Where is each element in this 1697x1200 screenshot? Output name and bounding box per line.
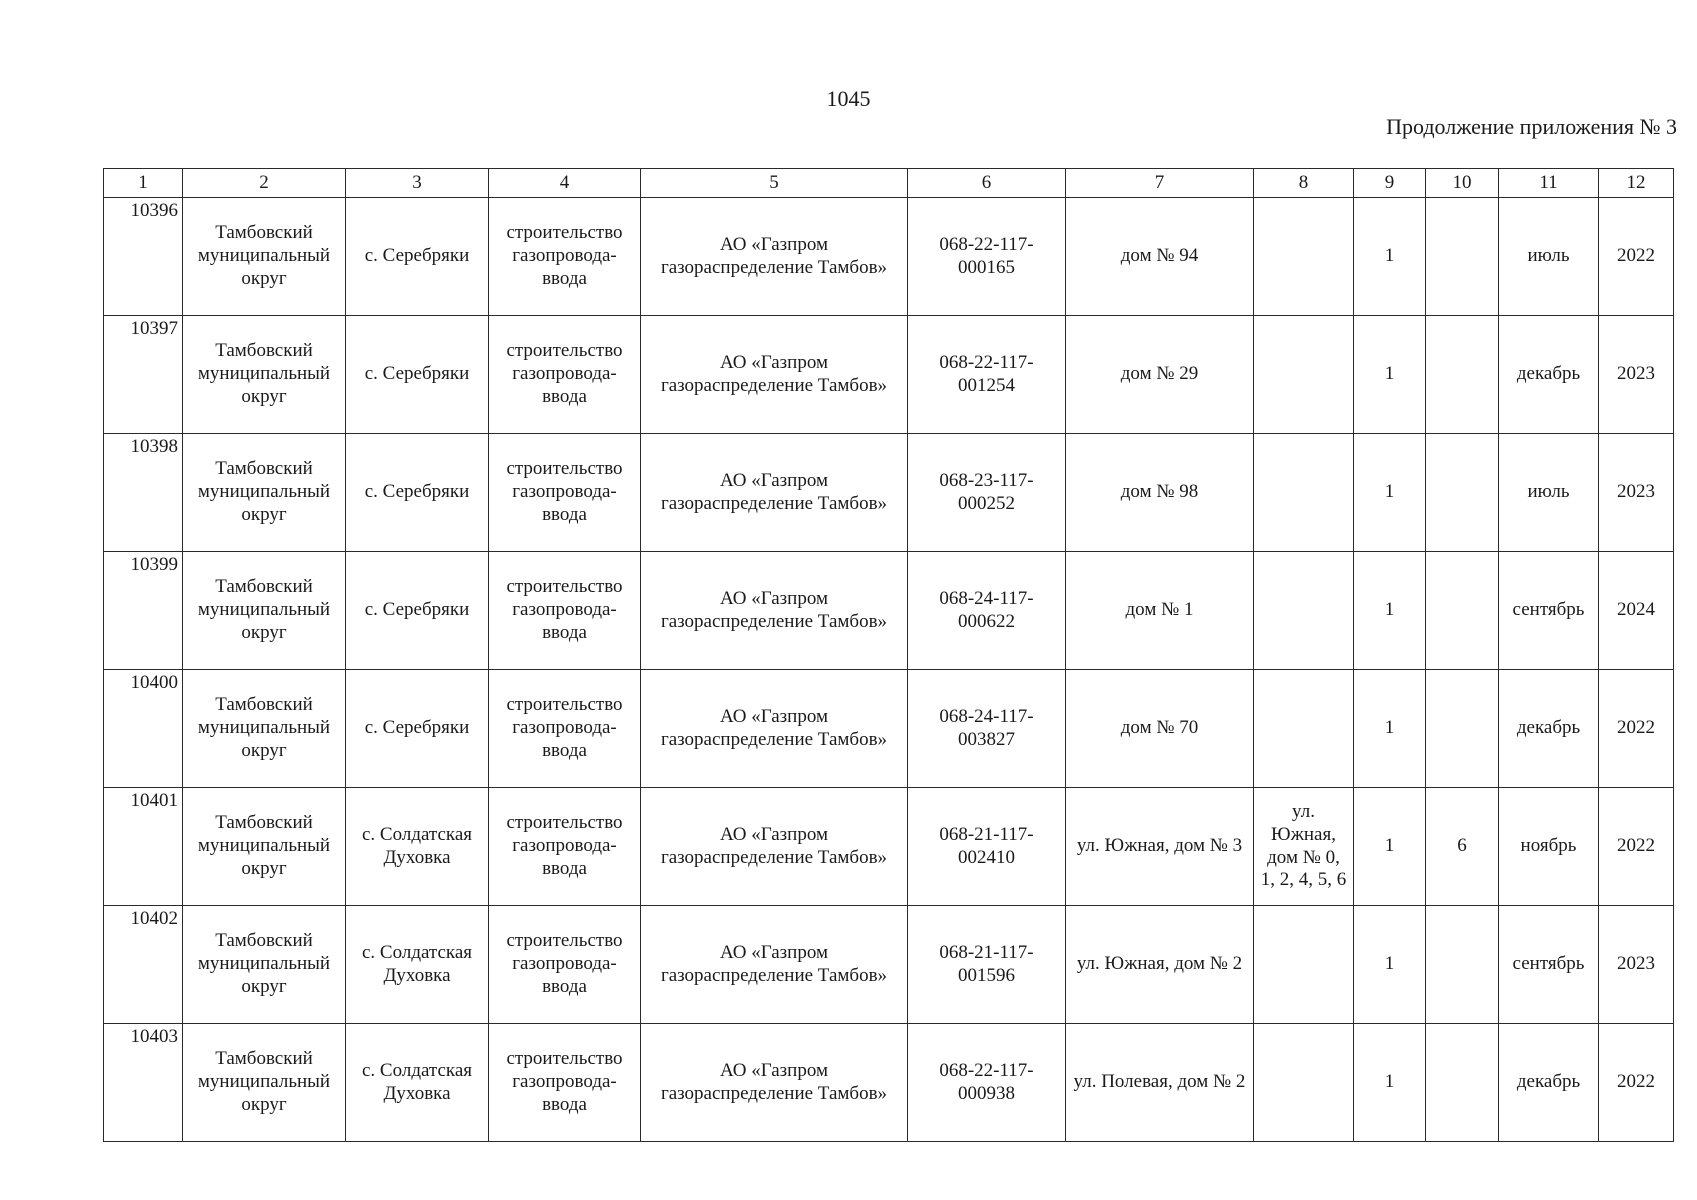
code-cell: 068-21-117-002410 xyxy=(908,788,1066,906)
header-row xyxy=(104,169,1674,198)
month-cell: июль xyxy=(1499,198,1599,316)
row-number: 10398 xyxy=(104,434,183,552)
col10-cell xyxy=(1426,198,1499,316)
code-cell: 068-22-117-000165 xyxy=(908,198,1066,316)
code-cell: 068-23-117-000252 xyxy=(908,434,1066,552)
column-header: 8 xyxy=(1254,169,1354,198)
settlement-cell: с. Солдатская Духовка xyxy=(346,1024,489,1142)
settlement-cell: с. Серебряки xyxy=(346,316,489,434)
district-cell: Тамбовский муниципальный округ xyxy=(183,552,346,670)
column-header: 3 xyxy=(346,169,489,198)
col10-cell xyxy=(1426,670,1499,788)
code-cell: 068-24-117-003827 xyxy=(908,670,1066,788)
organization-cell: АО «Газпром газораспределение Тамбов» xyxy=(641,788,908,906)
col9-cell: 1 xyxy=(1354,198,1426,316)
organization-cell: АО «Газпром газораспределение Тамбов» xyxy=(641,1024,908,1142)
organization-cell: АО «Газпром газораспределение Тамбов» xyxy=(641,316,908,434)
year-cell: 2023 xyxy=(1599,316,1674,434)
row-number: 10400 xyxy=(104,670,183,788)
code-cell: 068-22-117-000938 xyxy=(908,1024,1066,1142)
column-header: 6 xyxy=(908,169,1066,198)
table-row xyxy=(104,552,1674,670)
address-cell: дом № 1 xyxy=(1066,552,1254,670)
continuation-label: Продолжение приложения № 3 xyxy=(1386,114,1677,139)
column-header: 9 xyxy=(1354,169,1426,198)
year-cell: 2022 xyxy=(1599,1024,1674,1142)
address-cell: ул. Южная, дом № 2 xyxy=(1066,906,1254,1024)
month-cell: сентябрь xyxy=(1499,552,1599,670)
address-cell: ул. Южная, дом № 3 xyxy=(1066,788,1254,906)
table-row xyxy=(104,670,1674,788)
col10-cell xyxy=(1426,552,1499,670)
year-cell: 2024 xyxy=(1599,552,1674,670)
address-cell: дом № 70 xyxy=(1066,670,1254,788)
district-cell: Тамбовский муниципальный округ xyxy=(183,906,346,1024)
district-cell: Тамбовский муниципальный округ xyxy=(183,198,346,316)
col10-cell xyxy=(1426,906,1499,1024)
district-cell: Тамбовский муниципальный округ xyxy=(183,788,346,906)
extra-address-cell xyxy=(1254,1024,1354,1142)
column-header: 5 xyxy=(641,169,908,198)
col9-cell: 1 xyxy=(1354,552,1426,670)
work-type-cell: строительство газопровода-ввода xyxy=(489,1024,641,1142)
code-cell: 068-24-117-000622 xyxy=(908,552,1066,670)
col10-cell xyxy=(1426,1024,1499,1142)
month-cell: ноябрь xyxy=(1499,788,1599,906)
column-header: 10 xyxy=(1426,169,1499,198)
work-type-cell: строительство газопровода-ввода xyxy=(489,316,641,434)
col10-cell: 6 xyxy=(1426,788,1499,906)
year-cell: 2022 xyxy=(1599,670,1674,788)
month-cell: декабрь xyxy=(1499,670,1599,788)
year-cell: 2022 xyxy=(1599,198,1674,316)
extra-address-cell xyxy=(1254,552,1354,670)
col10-cell xyxy=(1426,316,1499,434)
col10-cell xyxy=(1426,434,1499,552)
district-cell: Тамбовский муниципальный округ xyxy=(183,434,346,552)
col9-cell: 1 xyxy=(1354,906,1426,1024)
address-cell: дом № 94 xyxy=(1066,198,1254,316)
month-cell: декабрь xyxy=(1499,1024,1599,1142)
column-header: 1 xyxy=(104,169,183,198)
column-header: 12 xyxy=(1599,169,1674,198)
work-type-cell: строительство газопровода-ввода xyxy=(489,788,641,906)
column-header: 4 xyxy=(489,169,641,198)
register-table xyxy=(103,168,1674,1142)
extra-address-cell xyxy=(1254,906,1354,1024)
column-header: 7 xyxy=(1066,169,1254,198)
column-header: 11 xyxy=(1499,169,1599,198)
organization-cell: АО «Газпром газораспределение Тамбов» xyxy=(641,434,908,552)
row-number: 10401 xyxy=(104,788,183,906)
row-number: 10399 xyxy=(104,552,183,670)
work-type-cell: строительство газопровода-ввода xyxy=(489,198,641,316)
settlement-cell: с. Солдатская Духовка xyxy=(346,788,489,906)
col9-cell: 1 xyxy=(1354,434,1426,552)
organization-cell: АО «Газпром газораспределение Тамбов» xyxy=(641,198,908,316)
address-cell: ул. Полевая, дом № 2 xyxy=(1066,1024,1254,1142)
organization-cell: АО «Газпром газораспределение Тамбов» xyxy=(641,552,908,670)
settlement-cell: с. Солдатская Духовка xyxy=(346,906,489,1024)
row-number: 10397 xyxy=(104,316,183,434)
col9-cell: 1 xyxy=(1354,1024,1426,1142)
work-type-cell: строительство газопровода-ввода xyxy=(489,552,641,670)
year-cell: 2023 xyxy=(1599,434,1674,552)
col9-cell: 1 xyxy=(1354,788,1426,906)
table-row xyxy=(104,906,1674,1024)
extra-address-cell: ул. Южная, дом № 0, 1, 2, 4, 5, 6 xyxy=(1254,788,1354,906)
district-cell: Тамбовский муниципальный округ xyxy=(183,316,346,434)
table-row xyxy=(104,198,1674,316)
column-header: 2 xyxy=(183,169,346,198)
row-number: 10403 xyxy=(104,1024,183,1142)
month-cell: декабрь xyxy=(1499,316,1599,434)
page-number: 1045 xyxy=(826,86,871,111)
organization-cell: АО «Газпром газораспределение Тамбов» xyxy=(641,670,908,788)
table-row xyxy=(104,316,1674,434)
year-cell: 2022 xyxy=(1599,788,1674,906)
settlement-cell: с. Серебряки xyxy=(346,552,489,670)
month-cell: сентябрь xyxy=(1499,906,1599,1024)
extra-address-cell xyxy=(1254,670,1354,788)
table-row xyxy=(104,788,1674,906)
code-cell: 068-22-117-001254 xyxy=(908,316,1066,434)
work-type-cell: строительство газопровода-ввода xyxy=(489,906,641,1024)
settlement-cell: с. Серебряки xyxy=(346,434,489,552)
settlement-cell: с. Серебряки xyxy=(346,198,489,316)
work-type-cell: строительство газопровода-ввода xyxy=(489,670,641,788)
table-row xyxy=(104,1024,1674,1142)
extra-address-cell xyxy=(1254,316,1354,434)
month-cell: июль xyxy=(1499,434,1599,552)
code-cell: 068-21-117-001596 xyxy=(908,906,1066,1024)
row-number: 10402 xyxy=(104,906,183,1024)
district-cell: Тамбовский муниципальный округ xyxy=(183,1024,346,1142)
address-cell: дом № 98 xyxy=(1066,434,1254,552)
col9-cell: 1 xyxy=(1354,670,1426,788)
extra-address-cell xyxy=(1254,434,1354,552)
year-cell: 2023 xyxy=(1599,906,1674,1024)
settlement-cell: с. Серебряки xyxy=(346,670,489,788)
col9-cell: 1 xyxy=(1354,316,1426,434)
district-cell: Тамбовский муниципальный округ xyxy=(183,670,346,788)
address-cell: дом № 29 xyxy=(1066,316,1254,434)
extra-address-cell xyxy=(1254,198,1354,316)
work-type-cell: строительство газопровода-ввода xyxy=(489,434,641,552)
row-number: 10396 xyxy=(104,198,183,316)
table-row xyxy=(104,434,1674,552)
organization-cell: АО «Газпром газораспределение Тамбов» xyxy=(641,906,908,1024)
